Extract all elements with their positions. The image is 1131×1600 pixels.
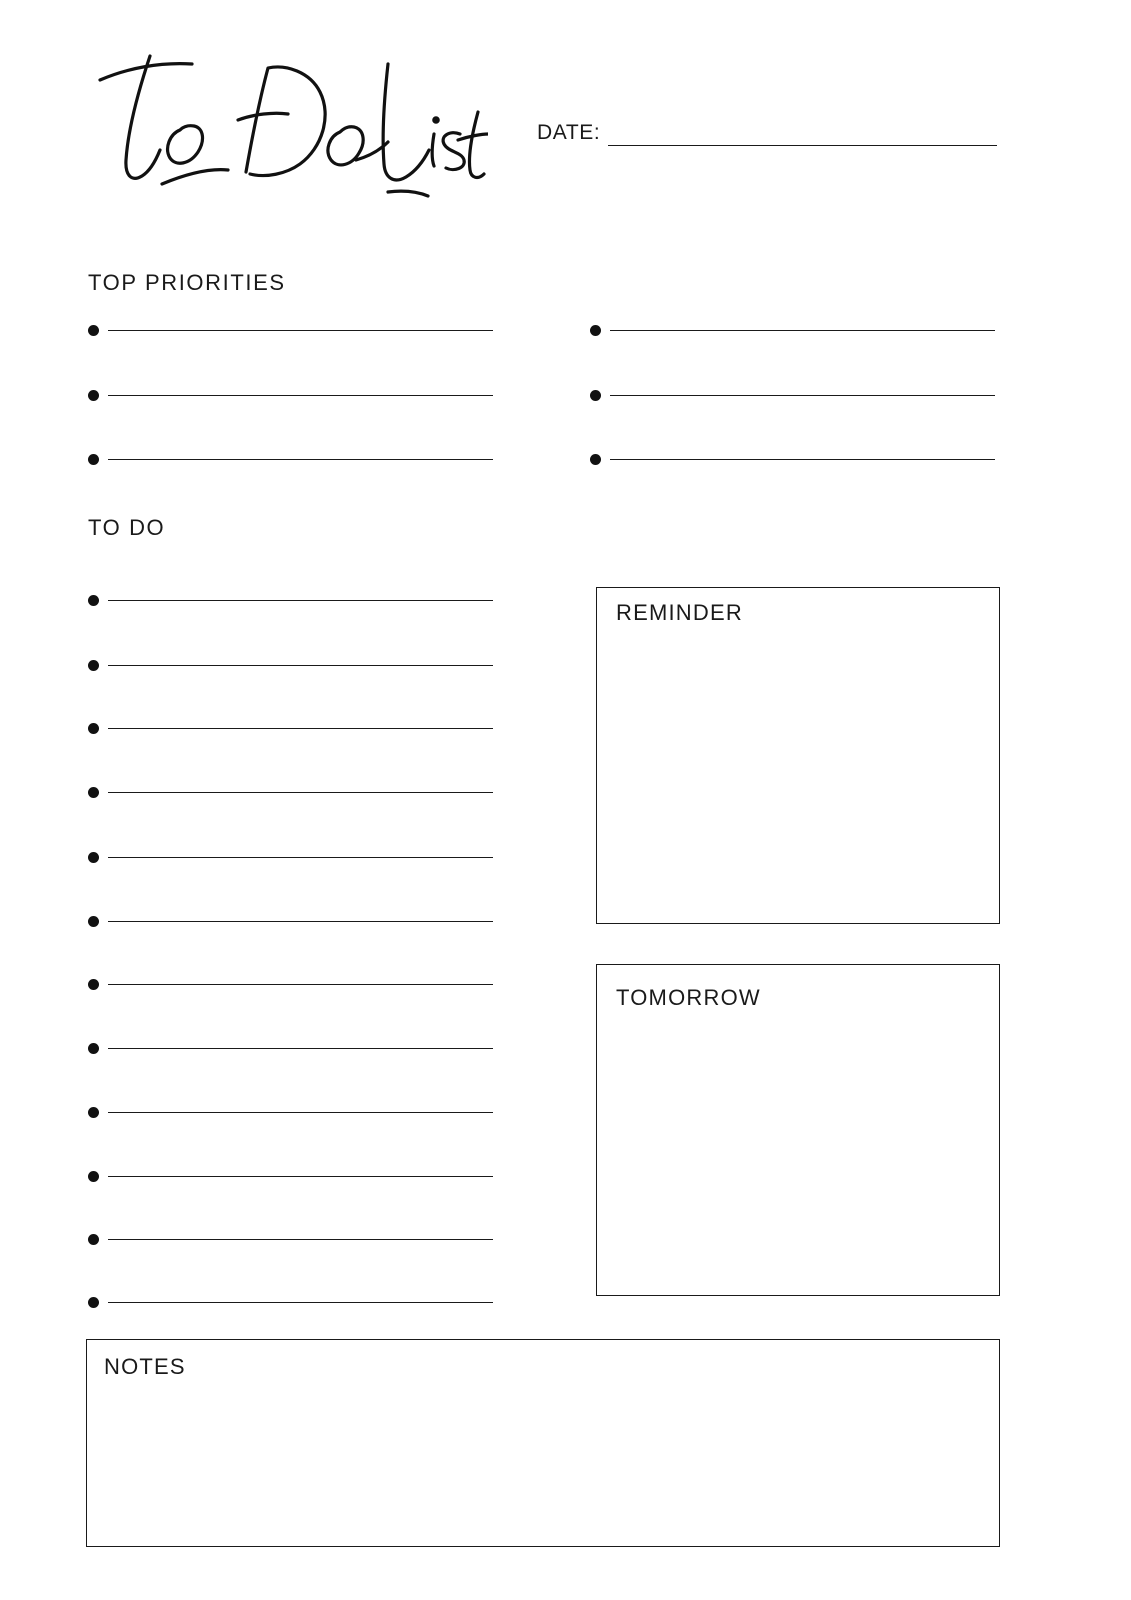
priority-item-right-2[interactable] (590, 390, 995, 401)
bullet-icon (590, 390, 601, 401)
bullet-icon (590, 325, 601, 336)
priority-line[interactable] (108, 395, 493, 396)
todo-line[interactable] (108, 792, 493, 793)
todo-item-7[interactable] (88, 979, 493, 990)
todo-line[interactable] (108, 1112, 493, 1113)
bullet-icon (88, 723, 99, 734)
priority-item-right-3[interactable] (590, 454, 995, 465)
page-title (88, 34, 488, 204)
bullet-icon (88, 787, 99, 798)
todo-line[interactable] (108, 984, 493, 985)
bullet-icon (88, 1297, 99, 1308)
bullet-icon (590, 454, 601, 465)
section-heading-top-priorities: TOP PRIORITIES (88, 270, 286, 295)
reminder-label: REMINDER (616, 600, 743, 625)
priority-item-left-3[interactable] (88, 454, 493, 465)
todo-line[interactable] (108, 921, 493, 922)
priority-line[interactable] (610, 459, 995, 460)
todo-item-10[interactable] (88, 1171, 493, 1182)
reminder-box[interactable] (596, 587, 1000, 924)
todo-line[interactable] (108, 1239, 493, 1240)
bullet-icon (88, 660, 99, 671)
notes-box[interactable] (86, 1339, 1000, 1547)
page-header (0, 0, 1131, 230)
todo-item-4[interactable] (88, 787, 493, 798)
todo-item-12[interactable] (88, 1297, 493, 1308)
notes-label: NOTES (104, 1354, 186, 1379)
bullet-icon (88, 325, 99, 336)
tomorrow-label: TOMORROW (616, 985, 761, 1010)
todo-line[interactable] (108, 1048, 493, 1049)
bullet-icon (88, 1234, 99, 1245)
todo-item-1[interactable] (88, 595, 493, 606)
todo-line[interactable] (108, 600, 493, 601)
todo-item-8[interactable] (88, 1043, 493, 1054)
todo-item-11[interactable] (88, 1234, 493, 1245)
date-field[interactable] (537, 122, 997, 146)
priority-item-left-1[interactable] (88, 325, 493, 336)
priority-line[interactable] (610, 395, 995, 396)
tomorrow-box[interactable] (596, 964, 1000, 1296)
date-label: DATE: (537, 121, 601, 144)
bullet-icon (88, 454, 99, 465)
todo-line[interactable] (108, 728, 493, 729)
bullet-icon (88, 916, 99, 927)
todo-line[interactable] (108, 665, 493, 666)
bullet-icon (88, 390, 99, 401)
priority-item-right-1[interactable] (590, 325, 995, 336)
priority-item-left-2[interactable] (88, 390, 493, 401)
bullet-icon (88, 1043, 99, 1054)
priority-line[interactable] (610, 330, 995, 331)
todo-item-9[interactable] (88, 1107, 493, 1118)
bullet-icon (88, 1107, 99, 1118)
todo-item-6[interactable] (88, 916, 493, 927)
section-heading-todo: TO DO (88, 515, 166, 540)
todo-line[interactable] (108, 1176, 493, 1177)
bullet-icon (88, 852, 99, 863)
bullet-icon (88, 1171, 99, 1182)
todo-item-3[interactable] (88, 723, 493, 734)
todo-item-2[interactable] (88, 660, 493, 671)
todo-line[interactable] (108, 1302, 493, 1303)
priority-line[interactable] (108, 459, 493, 460)
priority-line[interactable] (108, 330, 493, 331)
bullet-icon (88, 595, 99, 606)
date-input-line[interactable] (608, 145, 997, 146)
todo-line[interactable] (108, 857, 493, 858)
todo-item-5[interactable] (88, 852, 493, 863)
bullet-icon (88, 979, 99, 990)
